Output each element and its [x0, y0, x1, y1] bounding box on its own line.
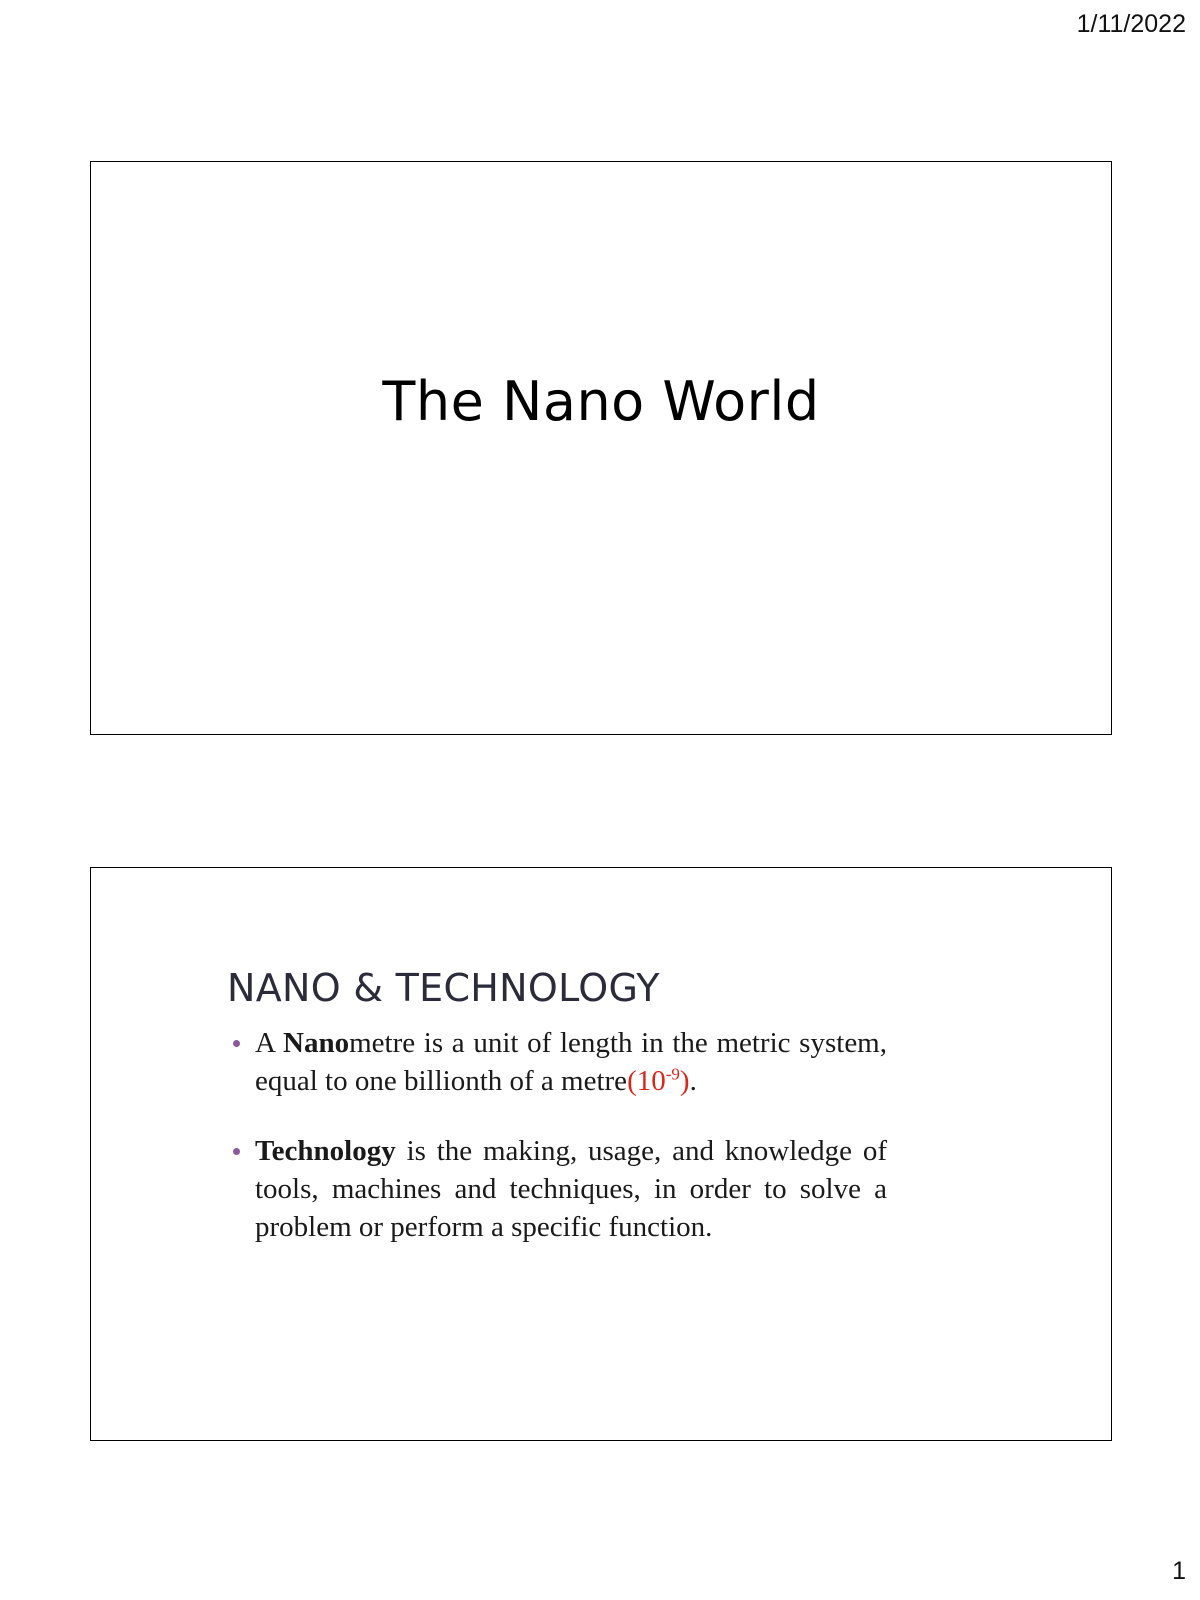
bullet-technology: [227, 1132, 887, 1246]
bullet-dot-icon: [233, 1040, 240, 1047]
slide-heading: NANO & TECHNOLOGY: [227, 966, 660, 1010]
term-technology: Technology: [255, 1135, 396, 1167]
slide-title: The Nano World: [382, 370, 820, 433]
page-date: 1/11/2022: [1076, 10, 1186, 38]
bullet-text: metre is a unit of length in the metric system, equal to one billionth of a metre: [255, 1027, 887, 1097]
content-slide: [90, 867, 1112, 1441]
bullet-dot-icon: [233, 1148, 240, 1155]
bullet-prefix: A: [255, 1027, 284, 1059]
page-number: 1: [1172, 1557, 1186, 1585]
title-slide: [90, 161, 1112, 735]
exponent-open: (10: [627, 1065, 666, 1097]
exponent-superscript: -9: [665, 1064, 680, 1084]
bullet-end: .: [689, 1065, 697, 1097]
bullet-nanometre: [227, 1024, 887, 1100]
slide-content: [227, 966, 887, 1278]
bullet-text: is the making, usage, and knowledge of tools, machines and techniques, in order to solve a problem or perform a specific function.: [255, 1135, 887, 1243]
term-nano: Nano: [283, 1027, 350, 1059]
bullet-list: [227, 1024, 887, 1246]
exponent-close: ): [679, 1065, 690, 1097]
